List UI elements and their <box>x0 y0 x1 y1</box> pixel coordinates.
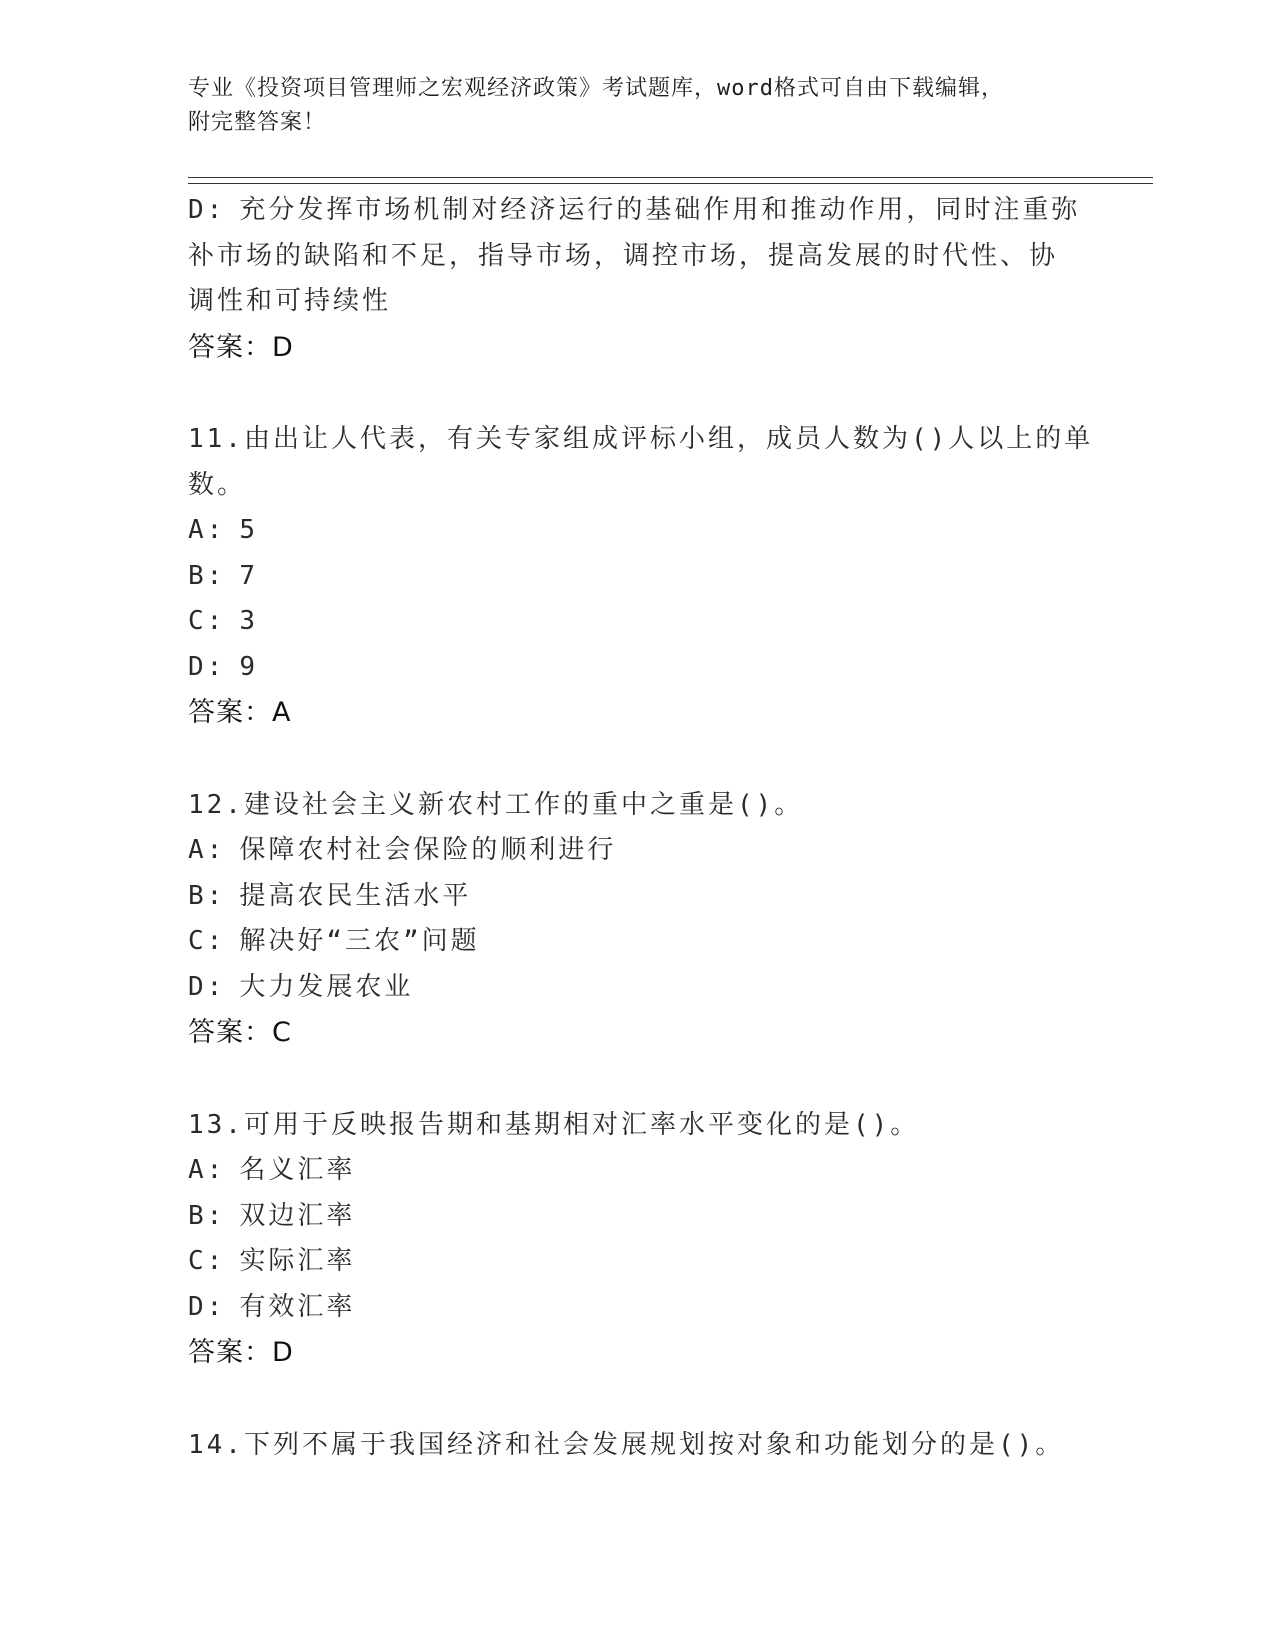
option-label: A: <box>188 515 226 545</box>
question-stem-line-1 <box>188 1103 1088 1149</box>
question-number: 11. <box>188 424 244 454</box>
option-label: A: <box>188 835 226 865</box>
option-label: C: <box>188 1246 226 1276</box>
option-label: D: <box>188 195 226 225</box>
option-label: D: <box>188 1291 226 1322</box>
option-label: D: <box>188 971 226 1002</box>
option-c <box>188 1239 1088 1285</box>
option-label: C: <box>188 926 226 956</box>
spacer <box>188 1056 1088 1103</box>
option-b <box>188 1194 1088 1240</box>
option-text: 9 <box>239 651 258 682</box>
question-stem-line-2: 数。 <box>188 469 247 500</box>
option-a <box>188 1148 1088 1194</box>
option-text: 保障农村社会保险的顺利进行 <box>239 835 617 865</box>
spacer <box>188 736 1088 783</box>
option-d <box>188 645 1088 691</box>
option-text: 双边汇率 <box>239 1200 356 1231</box>
answer-line: 答案：C <box>188 1017 292 1048</box>
option-a <box>188 828 1088 874</box>
option-text: 有效汇率 <box>239 1291 356 1322</box>
question-text: 下列不属于我国经济和社会发展规划按对象和功能划分的是()。 <box>243 1429 1065 1460</box>
option-c <box>188 599 1088 645</box>
option-d <box>188 965 1088 1011</box>
spacer <box>188 370 1088 417</box>
document-header <box>188 72 1088 140</box>
spacer <box>188 1376 1088 1423</box>
header-divider-bottom <box>188 183 1153 184</box>
option-a <box>188 508 1088 554</box>
option-text: 5 <box>239 515 258 545</box>
carryover-block <box>188 188 1088 370</box>
answer-line: 答案：D <box>188 331 294 363</box>
option-text: 大力发展农业 <box>239 971 414 1002</box>
option-d <box>188 1285 1088 1331</box>
header-line-1: 专业《投资项目管理师之宏观经济政策》考试题库，word格式可自由下载编辑， <box>188 76 1004 101</box>
option-label: C: <box>188 606 226 636</box>
option-label: A: <box>188 1155 226 1185</box>
option-label: B: <box>188 560 226 591</box>
option-label: D: <box>188 651 226 682</box>
question-text: 建设社会主义新农村工作的重中之重是()。 <box>243 789 804 820</box>
answer-line: 答案：A <box>188 697 292 728</box>
question-13 <box>188 1103 1088 1376</box>
question-number: 12. <box>188 789 244 820</box>
option-text: 提高农民生活水平 <box>239 880 472 911</box>
option-text: 7 <box>239 560 258 591</box>
question-stem-line-1 <box>188 417 1094 463</box>
header-line-2: 附完整答案！ <box>188 110 327 135</box>
option-text: 解决好“三农”问题 <box>239 926 480 956</box>
question-12 <box>188 783 1088 1056</box>
option-label: B: <box>188 1200 226 1231</box>
question-stem-line-1 <box>188 1423 1088 1469</box>
answer-line: 答案：D <box>188 1337 294 1368</box>
option-text: 充分发挥市场机制对经济运行的基础作用和推动作用，同时注重弥 <box>239 195 1081 225</box>
option-d-line-2: 补市场的缺陷和不足，指导市场，调控市场，提高发展的时代性、协 <box>188 240 1059 271</box>
option-d-line-3: 调性和可持续性 <box>188 286 392 316</box>
question-list <box>188 188 1094 1468</box>
question-text: 可用于反映报告期和基期相对汇率水平变化的是()。 <box>243 1109 920 1140</box>
question-text: 由出让人代表，有关专家组成评标小组，成员人数为()人以上的单 <box>243 424 1094 454</box>
option-c <box>188 919 1088 965</box>
header-divider-top <box>188 177 1153 178</box>
question-11 <box>188 417 1094 736</box>
question-number: 14. <box>188 1429 244 1460</box>
option-b <box>188 554 1088 600</box>
option-label: B: <box>188 880 226 911</box>
option-text: 3 <box>239 606 258 636</box>
option-text: 实际汇率 <box>239 1246 356 1276</box>
option-d-line-1 <box>188 188 1088 234</box>
question-number: 13. <box>188 1109 244 1140</box>
option-b <box>188 874 1088 920</box>
option-text: 名义汇率 <box>239 1155 356 1185</box>
question-stem-line-1 <box>188 783 1088 829</box>
question-14 <box>188 1423 1088 1469</box>
